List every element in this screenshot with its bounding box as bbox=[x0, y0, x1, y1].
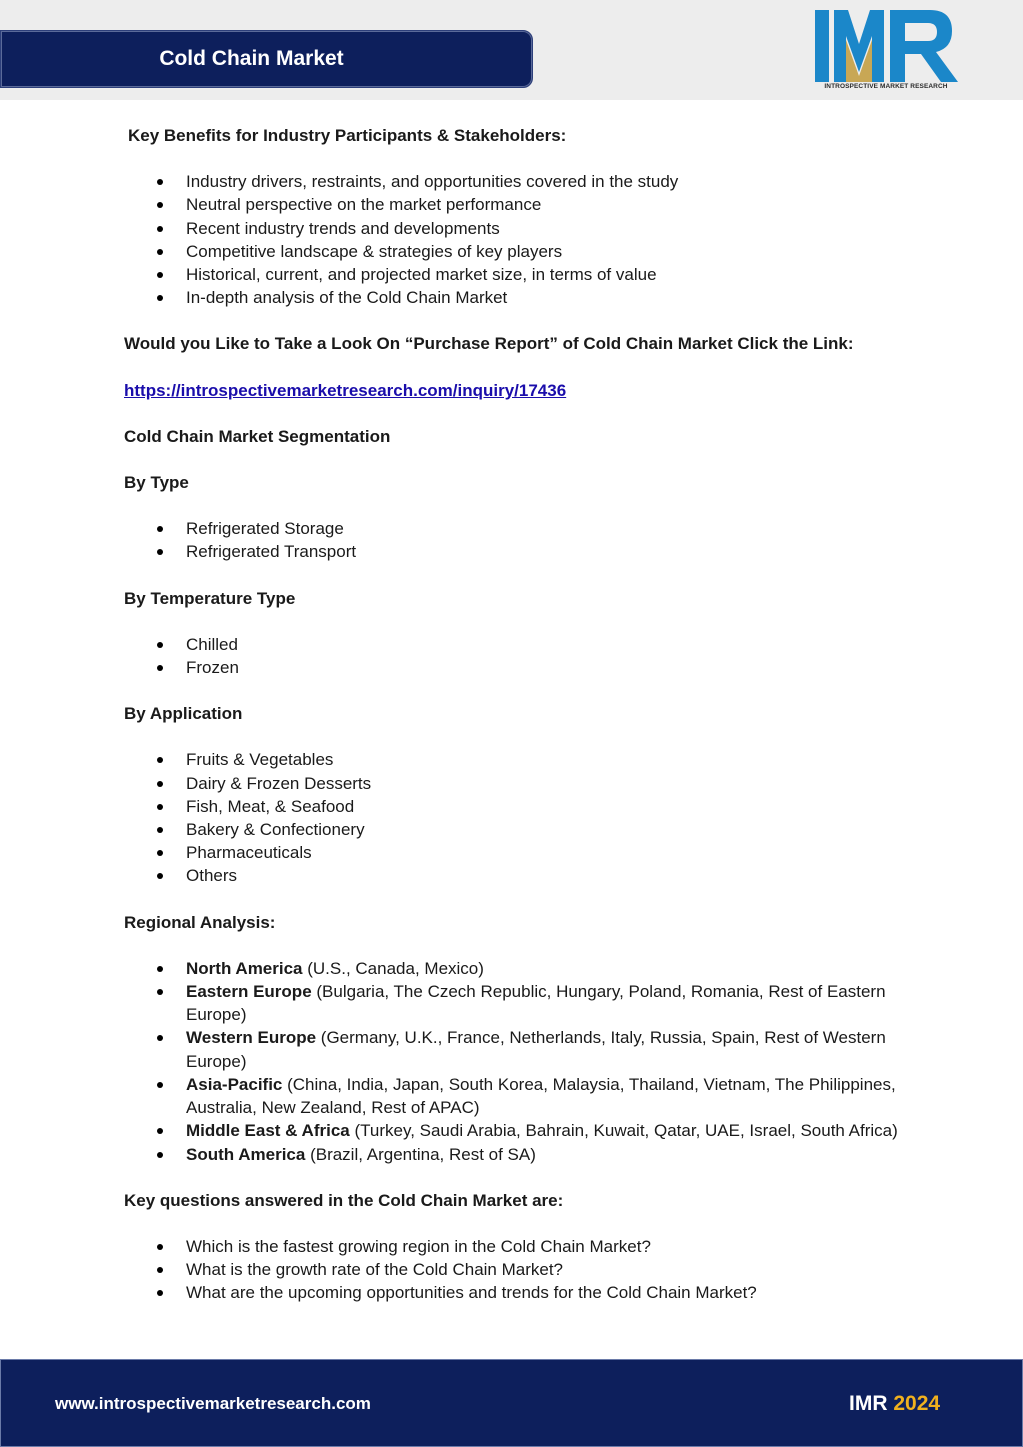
by-application-list bbox=[124, 748, 924, 887]
region-name: Western Europe bbox=[186, 1028, 317, 1048]
title-bar bbox=[0, 30, 533, 88]
by-type-heading: By Type bbox=[124, 473, 189, 493]
list-item: Others bbox=[124, 864, 924, 887]
region-countries: (U.S., Canada, Mexico) bbox=[302, 958, 484, 978]
list-item: Fish, Meat, & Seafood bbox=[124, 795, 924, 818]
region-name: Eastern Europe bbox=[186, 982, 312, 1002]
list-item: Which is the fastest growing region in the Cold Chain Market? bbox=[124, 1235, 924, 1258]
list-item: Competitive landscape & strategies of key players bbox=[124, 240, 924, 263]
list-item: Neutral perspective on the market performance bbox=[124, 193, 924, 216]
list-item: In-depth analysis of the Cold Chain Market bbox=[124, 286, 924, 309]
list-item: Refrigerated Transport bbox=[124, 540, 924, 563]
region-countries: (China, India, Japan, South Korea, Malaysia, Thailand, Vietnam, The Philippines, Australia, New Zealand, Rest of APAC) bbox=[186, 1074, 896, 1118]
questions-heading: Key questions answered in the Cold Chain Market are: bbox=[124, 1190, 564, 1210]
list-item: Frozen bbox=[124, 656, 924, 679]
region-countries: (Turkey, Saudi Arabia, Bahrain, Kuwait, Qatar, UAE, Israel, South Africa) bbox=[349, 1121, 898, 1141]
list-item: Fruits & Vegetables bbox=[124, 748, 924, 771]
logo-caption: INTROSPECTIVE MARKET RESEARCH bbox=[824, 83, 948, 90]
list-item: What is the growth rate of the Cold Chain Market? bbox=[124, 1258, 924, 1281]
list-item: Refrigerated Storage bbox=[124, 517, 924, 540]
list-item bbox=[124, 980, 909, 1026]
region-countries: (Brazil, Argentina, Rest of SA) bbox=[305, 1144, 536, 1164]
inquiry-link[interactable]: https://introspectivemarketresearch.com/inquiry/17436 bbox=[124, 380, 567, 400]
purchase-text: Would you Like to Take a Look On “Purchase Report” of Cold Chain Market Click the Link: bbox=[124, 334, 854, 354]
list-item bbox=[124, 1119, 909, 1142]
region-name: North America bbox=[186, 958, 303, 978]
footer-brand-name: IMR bbox=[849, 1392, 888, 1415]
list-item: What are the upcoming opportunities and trends for the Cold Chain Market? bbox=[124, 1281, 924, 1304]
list-item: Dairy & Frozen Desserts bbox=[124, 772, 924, 795]
region-countries: (Germany, U.K., France, Netherlands, Italy, Russia, Spain, Rest of Western Europe) bbox=[186, 1028, 886, 1071]
footer-url[interactable]: www.introspectivemarketresearch.com bbox=[55, 1394, 371, 1413]
benefits-heading: Key Benefits for Industry Participants & Stakeholders: bbox=[128, 126, 567, 145]
footer-year: 2024 bbox=[893, 1392, 941, 1415]
list-item: Chilled bbox=[124, 633, 924, 656]
list-item bbox=[124, 957, 909, 980]
footer bbox=[0, 1359, 1023, 1447]
questions-list bbox=[124, 1235, 924, 1305]
footer-brand bbox=[849, 1392, 940, 1416]
page-title: Cold Chain Market bbox=[159, 47, 344, 70]
list-item: Pharmaceuticals bbox=[124, 841, 924, 864]
list-item bbox=[124, 1143, 909, 1166]
regional-heading: Regional Analysis: bbox=[124, 912, 276, 932]
region-countries: (Bulgaria, The Czech Republic, Hungary, Poland, Romania, Rest of Eastern Europe) bbox=[186, 982, 886, 1025]
by-application-heading: By Application bbox=[124, 704, 243, 724]
main-content bbox=[124, 124, 924, 1305]
by-temperature-heading: By Temperature Type bbox=[124, 588, 296, 608]
regional-list bbox=[124, 957, 909, 1166]
by-type-list bbox=[124, 517, 924, 563]
region-name: South America bbox=[186, 1144, 306, 1164]
list-item: Recent industry trends and developments bbox=[124, 217, 924, 240]
list-item bbox=[124, 1073, 909, 1119]
region-name: Asia-Pacific bbox=[186, 1074, 283, 1094]
region-name: Middle East & Africa bbox=[186, 1121, 350, 1141]
list-item: Bakery & Confectionery bbox=[124, 818, 924, 841]
list-item bbox=[124, 1026, 909, 1072]
list-item: Historical, current, and projected market size, in terms of value bbox=[124, 263, 924, 286]
by-temperature-list bbox=[124, 633, 924, 679]
list-item: Industry drivers, restraints, and opportunities covered in the study bbox=[124, 170, 924, 193]
segmentation-heading: Cold Chain Market Segmentation bbox=[124, 426, 391, 446]
imr-logo bbox=[812, 10, 960, 94]
benefits-list bbox=[124, 170, 924, 309]
